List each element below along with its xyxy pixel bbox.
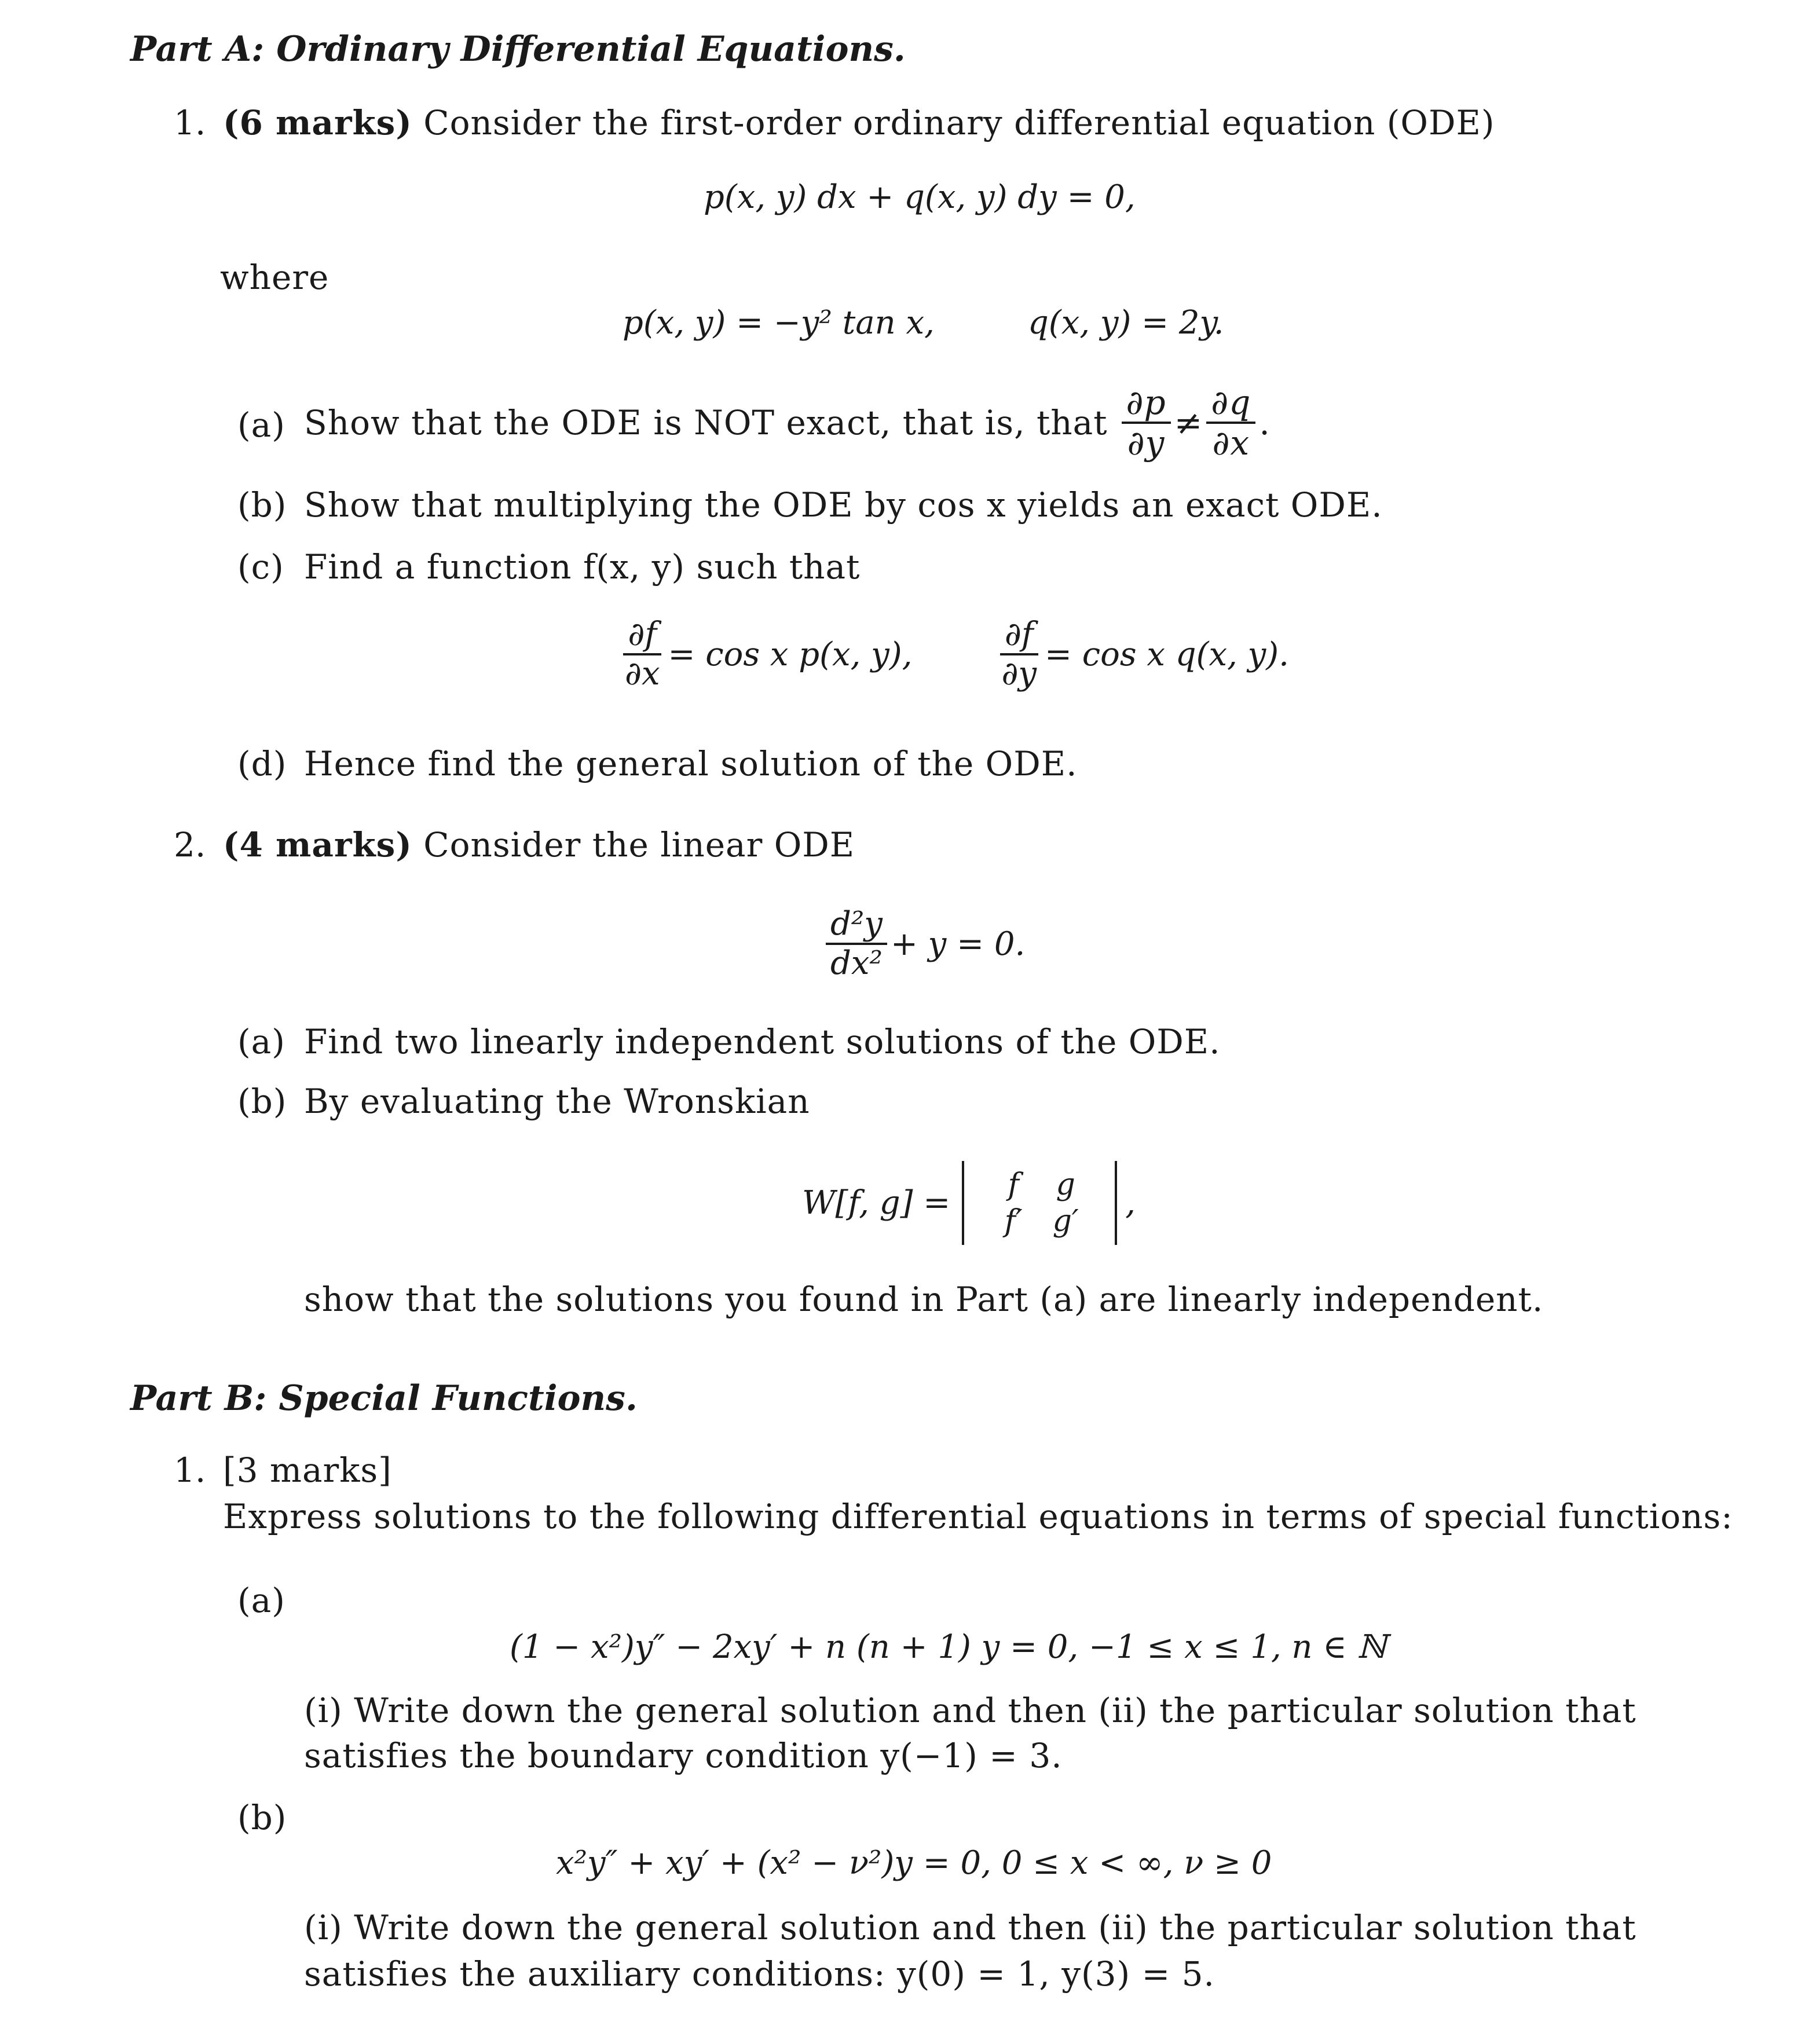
b-q1-marks: [3 marks] (223, 1450, 392, 1490)
q1c-text: Find a function f(x, y) such that (304, 547, 861, 587)
q1a-frac1-num: ∂p (1122, 386, 1171, 424)
q1b-label: (b) (237, 485, 287, 525)
q1c-frac-df-dy (997, 616, 1041, 693)
q1a-line (304, 379, 1271, 466)
q1-q-def: q(x, y) = 2y. (1028, 304, 1224, 342)
q2b-text: By evaluating the Wronskian (304, 1082, 810, 1121)
q1-line (223, 103, 1495, 142)
q2-frac-num: d²y (826, 908, 887, 945)
b-q1a-equation: (1 − x²)y″ − 2xy′ + n (n + 1) y = 0, −1 ≤ x ≤ 1, n ∈ ℕ (510, 1628, 1387, 1666)
b-q1b-label: (b) (237, 1798, 287, 1837)
part-a-title: Part A: Ordinary Differential Equations. (130, 29, 906, 69)
q1a-frac2-num: ∂q (1206, 386, 1255, 424)
q1-number: 1. (174, 103, 206, 142)
q2a-text: Find two linearly independent solutions of the ODE. (304, 1022, 1221, 1061)
q2-number: 2. (174, 825, 206, 865)
q1-where: where (220, 258, 329, 297)
q2b-w-end: , (1125, 1184, 1136, 1222)
q2b-determinant (962, 1161, 1117, 1245)
q1a-frac-dq-dx (1206, 383, 1255, 463)
q2b-w-lhs: W[f, g] = (802, 1184, 951, 1222)
q2-intro: Consider the linear ODE (423, 825, 855, 865)
q1-p-def: p(x, y) = −y² tan x, (623, 304, 935, 342)
q2b-det-fprime: f′ (1004, 1203, 1023, 1239)
q1c-rhs2: = cos x q(x, y). (1045, 635, 1289, 673)
q1c-label: (c) (237, 547, 284, 587)
part-b-title: Part B: Special Functions. (130, 1378, 638, 1419)
q1c-frac2-num: ∂f (1000, 618, 1038, 655)
q2-marks: (4 marks) (223, 825, 412, 865)
q1a-label: (a) (237, 405, 285, 445)
q1a-frac2-den: ∂x (1212, 423, 1250, 463)
q1-intro: Consider the first-order ordinary differential equation (ODE) (423, 103, 1495, 142)
q2b-wronskian (802, 1152, 1136, 1254)
q2b-det-f: f (1008, 1167, 1019, 1203)
b-q1b-text2: satisfies the auxiliary conditions: y(0) = 1, y(3) = 5. (304, 1954, 1215, 1994)
q2b-det-g: g (1056, 1167, 1075, 1203)
q2-frac-den: dx² (830, 944, 883, 982)
q1a-text: Show that the ODE is NOT exact, that is, that (304, 403, 1108, 442)
q1a-frac1-den: ∂y (1127, 423, 1165, 463)
q2-frac-d2y-dx2 (826, 905, 887, 982)
q1a-neq: ≠ (1174, 403, 1203, 442)
q2b-det-gprime: g′ (1052, 1203, 1079, 1239)
b-q1-number: 1. (174, 1450, 206, 1490)
q1c-frac2-den: ∂y (1001, 655, 1037, 693)
q2-rhs: + y = 0. (890, 925, 1026, 963)
q1d-label: (d) (237, 744, 287, 783)
b-q1-intro: Express solutions to the following differential equations in terms of special functions: (223, 1497, 1733, 1536)
q1c-frac1-den: ∂x (625, 655, 660, 693)
q2a-label: (a) (237, 1022, 285, 1061)
b-q1a-text1: (i) Write down the general solution and then (ii) the particular solution that (304, 1691, 1636, 1730)
q1d-text: Hence find the general solution of the ODE. (304, 744, 1078, 783)
q1b-text: Show that multiplying the ODE by cos x yields an exact ODE. (304, 485, 1383, 525)
q2-line (223, 825, 855, 865)
q1-marks: (6 marks) (223, 103, 412, 142)
b-q1a-text2: satisfies the boundary condition y(−1) = 3. (304, 1736, 1063, 1775)
q1a-frac-dp-dy (1122, 383, 1171, 463)
q1c-frac1-num: ∂f (623, 618, 661, 655)
b-q1a-label: (a) (237, 1581, 285, 1620)
q1a-end: . (1259, 403, 1271, 442)
q1c-equations (617, 611, 1289, 698)
q1-ode: p(x, y) dx + q(x, y) dy = 0, (704, 178, 1136, 216)
q2b-label: (b) (237, 1082, 287, 1121)
q1c-rhs1: = cos x p(x, y), (668, 635, 913, 673)
b-q1b-text1: (i) Write down the general solution and then (ii) the particular solution that (304, 1908, 1636, 1947)
q2b-after: show that the solutions you found in Part (a) are linearly independent. (304, 1280, 1544, 1319)
q2-ode (822, 895, 1025, 993)
b-q1b-equation: x²y″ + xy′ + (x² − ν²)y = 0, 0 ≤ x < ∞, ν ≥ 0 (556, 1844, 1272, 1882)
q1c-frac-df-dx (620, 616, 665, 693)
